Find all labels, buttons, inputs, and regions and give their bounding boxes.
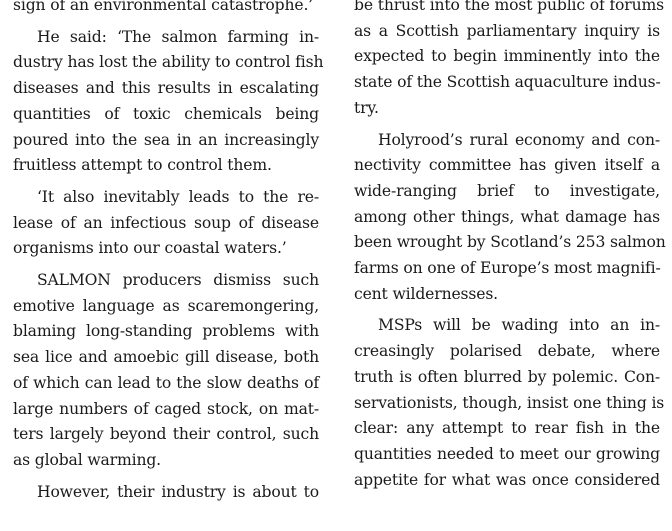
text-line: large numbers of caged stock, on mat- — [13, 399, 319, 418]
text-line: quantities of toxic chemicals being — [13, 104, 319, 123]
text-line: blaming long-standing problems with — [13, 322, 319, 341]
right-column-paragraph — [354, 128, 666, 308]
right-column-paragraph — [354, 313, 665, 493]
text-line: sea lice and amoebic gill disease, both — [13, 348, 319, 367]
left-column-paragraph — [13, 268, 319, 474]
text-line: emotive language as scaremongering, — [13, 296, 319, 315]
text-line: dustry has lost the ability to control fish — [13, 53, 324, 72]
text-line: organisms into our coastal waters.’ — [13, 239, 287, 258]
text-line: ‘It also inevitably leads to the re- — [37, 187, 319, 206]
text-line: MSPs will be wading into an in- — [378, 316, 660, 335]
text-line: as a Scottish parliamentary inquiry is — [354, 21, 660, 40]
text-line: farms on one of Europe’s most magnifi- — [354, 259, 661, 278]
left-column-paragraph — [13, 25, 324, 179]
left-column — [13, 0, 324, 511]
text-line: cent wildernesses. — [354, 284, 498, 303]
text-line: However, their industry is about to — [37, 482, 319, 501]
text-line: as global warming. — [13, 450, 161, 469]
text-line: lease of an infectious soup of disease — [13, 213, 319, 232]
text-line: poured into the sea in an increasingly — [13, 130, 319, 149]
text-line: SALMON producers dismiss such — [37, 271, 319, 290]
text-line: Holyrood’s rural economy and con- — [378, 130, 660, 149]
text-line: among other things, what damage has — [354, 207, 660, 226]
text-line: truth is often blurred by polemic. Con- — [354, 367, 660, 386]
right-column-paragraph — [354, 0, 664, 122]
left-column-paragraph — [13, 0, 319, 19]
text-line: state of the Scottish aquaculture indus- — [354, 73, 661, 92]
text-line: wide-ranging brief to investigate, — [354, 181, 660, 200]
text-line: servationists, though, insist one thing is — [354, 393, 665, 412]
text-line: be thrust into the most public of forums — [354, 0, 664, 14]
text-line: He said: ‘The salmon farming in- — [37, 27, 319, 46]
text-line: creasingly polarised debate, where — [354, 342, 660, 361]
text-line: appetite for what was once considered — [354, 470, 660, 489]
text-line: fruitless attempt to control them. — [13, 156, 272, 175]
text-line: quantities needed to meet our growing — [354, 444, 660, 463]
left-column-paragraph — [13, 185, 319, 262]
text-line: ters largely beyond their control, such — [13, 425, 319, 444]
text-line: sign of an environmental catastrophe.’ — [13, 0, 314, 14]
text-line: been wrought by Scotland’s 253 salmon — [354, 233, 666, 252]
text-line: diseases and this results in escalating — [13, 79, 319, 98]
text-line: of which can lead to the slow deaths of — [13, 373, 319, 392]
text-line: nectivity committee has given itself a — [354, 156, 660, 175]
text-line: expected to begin imminently into the — [354, 47, 660, 66]
left-column-paragraph — [13, 480, 319, 506]
text-line: clear: any attempt to rear fish in the — [354, 419, 660, 438]
right-column — [354, 0, 666, 499]
text-line: try. — [354, 98, 379, 117]
